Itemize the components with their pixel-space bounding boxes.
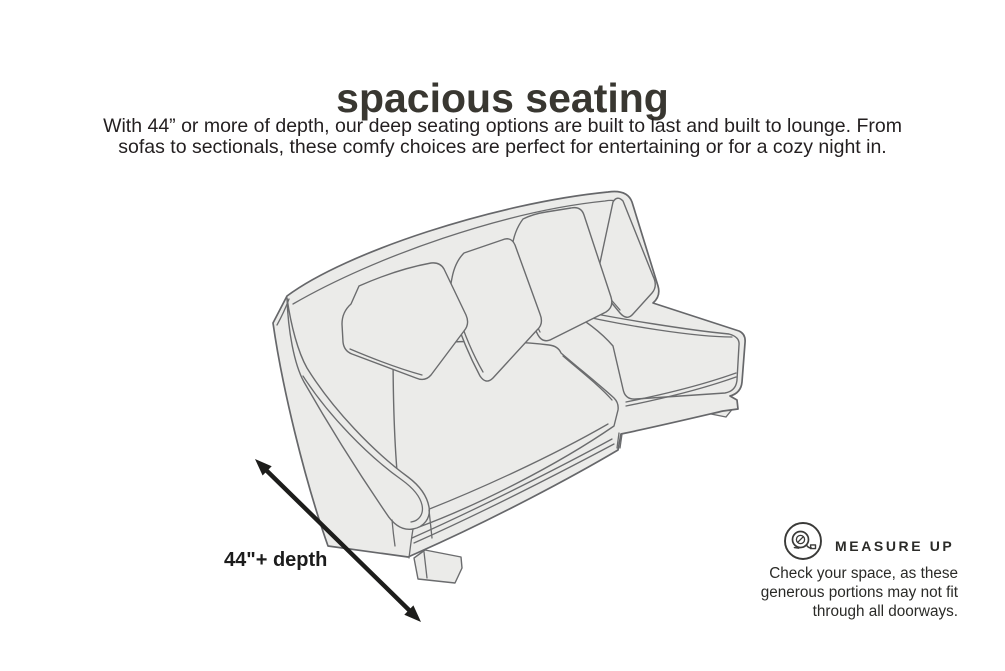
description-line-2: sofas to sectionals, these comfy choices are perfect for entertaining or for a cozy night in. <box>118 136 887 158</box>
description-line-1: With 44” or more of depth, our deep seating options are built to last and built to lounge. From <box>103 115 902 137</box>
page-title: spacious seating <box>336 75 669 122</box>
measure-note-line-3: through all doorways. <box>812 603 958 620</box>
depth-dimension-label: 44"+ depth <box>224 549 328 571</box>
measure-up-heading: MEASURE UP <box>835 538 955 554</box>
measure-note-line-2: generous portions may not fit <box>760 584 958 601</box>
depth-arrow <box>246 451 436 635</box>
description <box>0 116 1005 158</box>
measure-up-note <box>740 564 958 621</box>
measure-note-line-1: Check your space, as these <box>769 565 958 582</box>
tape-measure-icon <box>782 520 824 562</box>
